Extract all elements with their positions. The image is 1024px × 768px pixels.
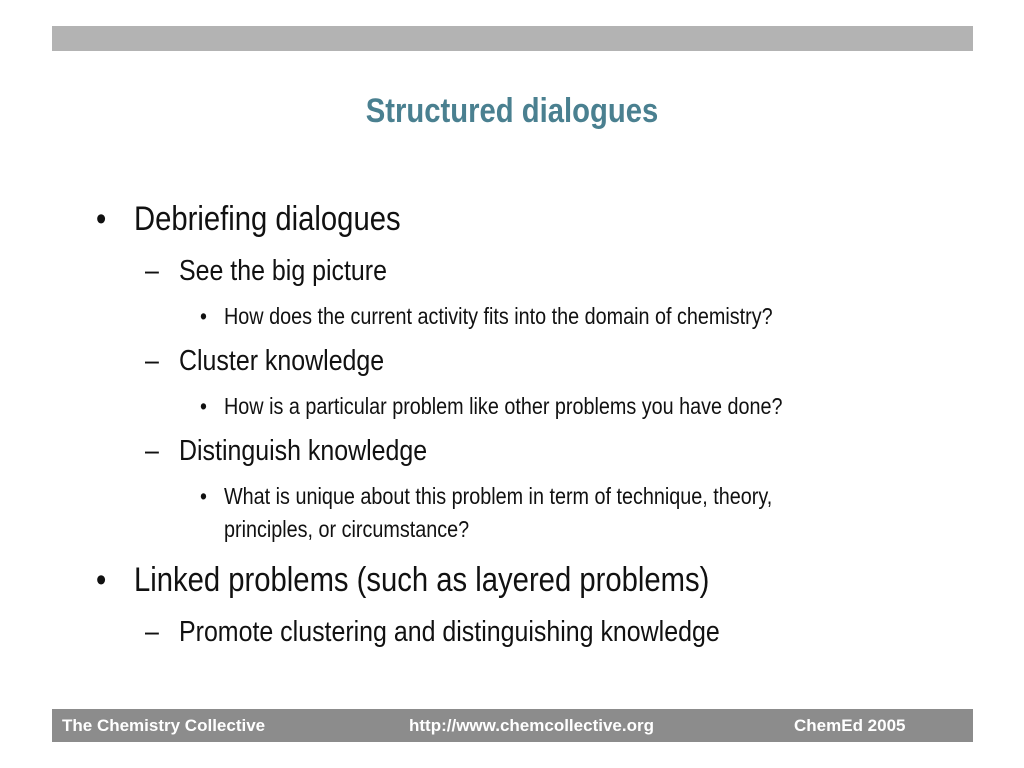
bullet-linked-problems: Linked problems (such as layered problems)	[134, 561, 710, 599]
dash-marker: –	[145, 616, 159, 648]
bullet-marker-small: •	[200, 483, 207, 509]
detail-cluster-knowledge: How is a particular problem like other problems you have done?	[224, 393, 783, 419]
bullet-marker-small: •	[200, 303, 207, 329]
sub-bullet-promote-clustering: Promote clustering and distinguishing knowledge	[179, 616, 720, 648]
slide-title: Structured dialogues	[365, 92, 659, 130]
dash-marker: –	[145, 345, 159, 377]
detail-big-picture: How does the current activity fits into the domain of chemistry?	[224, 303, 773, 329]
footer-url-text: http://www.chemcollective.org	[409, 716, 654, 735]
sub-bullet-big-picture: See the big picture	[179, 255, 387, 287]
dash-marker: –	[145, 435, 159, 467]
footer-left-text: The Chemistry Collective	[62, 716, 266, 735]
bullet-marker: •	[96, 200, 107, 238]
footer-bar	[52, 709, 973, 742]
sub-bullet-distinguish-knowledge: Distinguish knowledge	[179, 435, 428, 467]
detail-distinguish-line-1: What is unique about this problem in term of technique, theory,	[224, 483, 773, 509]
bullet-debriefing-dialogues: Debriefing dialogues	[134, 200, 401, 238]
bullet-marker-small: •	[200, 393, 207, 419]
sub-bullet-cluster-knowledge: Cluster knowledge	[179, 345, 385, 377]
bullet-marker: •	[96, 561, 107, 599]
dash-marker: –	[145, 255, 159, 287]
detail-distinguish-line-2: principles, or circumstance?	[224, 516, 470, 542]
footer-right-text: ChemEd 2005	[794, 716, 906, 735]
